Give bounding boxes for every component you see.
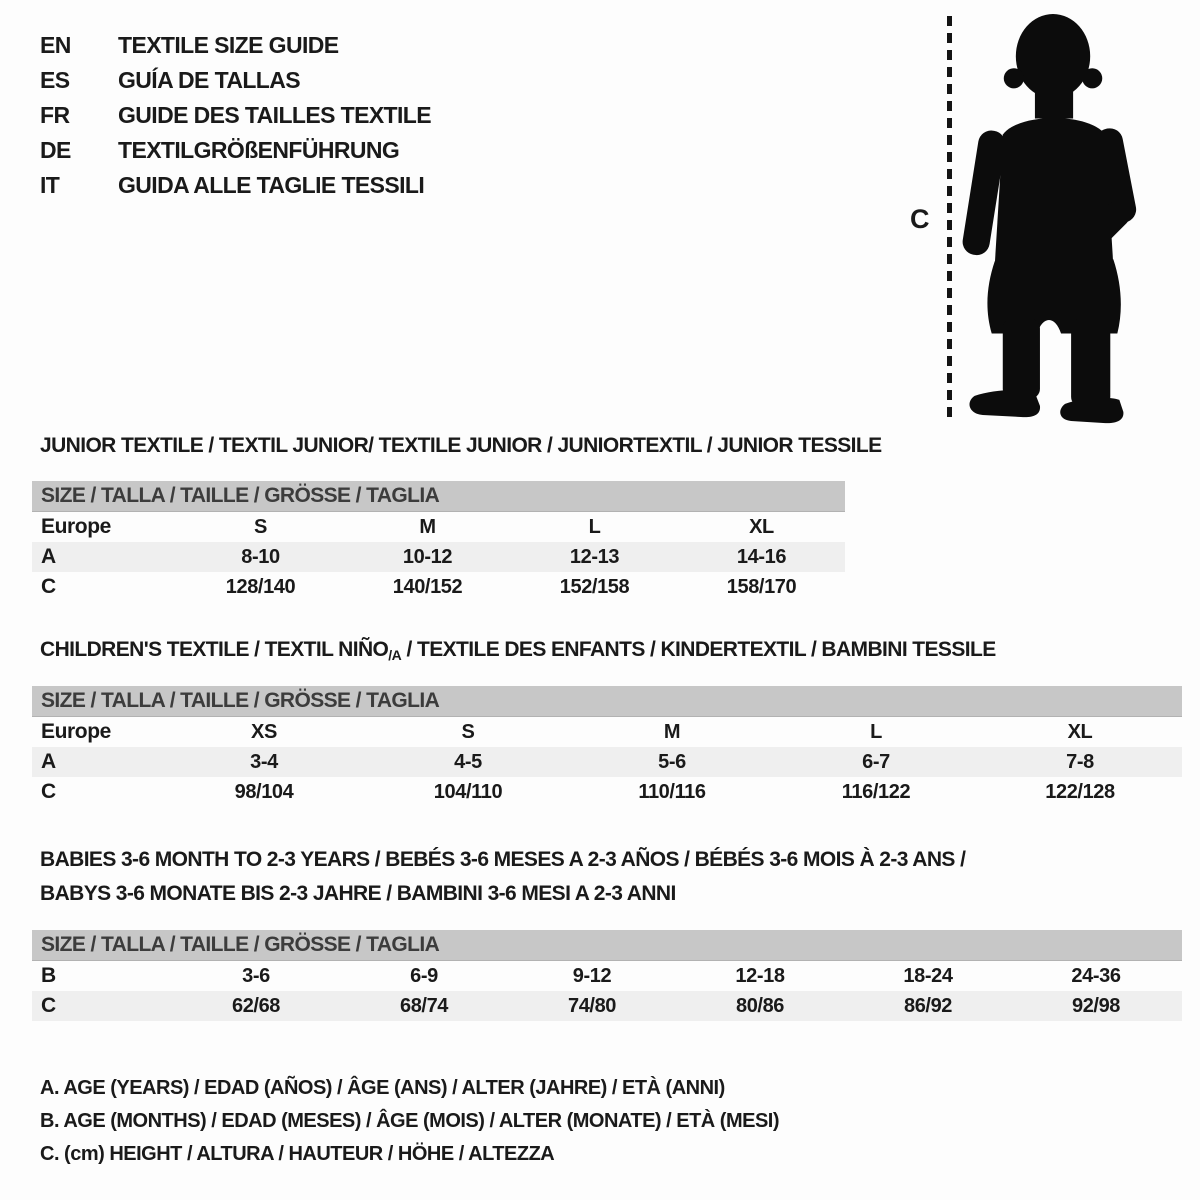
toddler-silhouette-image — [958, 12, 1142, 426]
junior-size-table — [32, 481, 845, 602]
table-row-age-years — [32, 542, 845, 572]
language-title: GUÍA DE TALLAS — [118, 67, 300, 93]
language-title: GUIDA ALLE TAGLIE TESSILI — [118, 172, 425, 198]
children-table-header: SIZE / TALLA / TAILLE / GRÖSSE / TAGLIA — [32, 686, 1182, 717]
language-title: TEXTILGRÖßENFÜHRUNG — [118, 137, 400, 163]
table-cell: 18-24 — [903, 964, 953, 987]
language-row-de — [40, 133, 431, 168]
language-title: GUIDE DES TAILLES TEXTILE — [118, 102, 431, 128]
table-cell: 128/140 — [225, 575, 296, 598]
language-code: EN — [40, 32, 71, 58]
table-cell: 7-8 — [1066, 750, 1094, 773]
table-cell: 158/170 — [726, 575, 797, 598]
table-cell: 4-5 — [454, 750, 482, 773]
table-cell: S — [254, 515, 267, 538]
row-label: C — [41, 575, 56, 598]
table-row-height — [32, 991, 1182, 1021]
table-cell: 6-9 — [410, 964, 438, 987]
row-label: C — [41, 780, 56, 803]
table-cell: L — [870, 720, 882, 743]
language-row-en — [40, 28, 431, 63]
children-title-prefix: CHILDREN'S TEXTILE / TEXTIL NIÑO — [40, 638, 389, 661]
table-cell: 10-12 — [402, 545, 453, 568]
table-cell: 5-6 — [658, 750, 686, 773]
table-cell: 68/74 — [399, 994, 449, 1017]
table-cell: 14-16 — [736, 545, 787, 568]
language-title: TEXTILE SIZE GUIDE — [118, 32, 339, 58]
row-label: A — [41, 750, 56, 773]
table-cell: 80/86 — [735, 994, 785, 1017]
table-cell: S — [461, 720, 475, 743]
table-cell: 98/104 — [234, 780, 294, 803]
table-row-height — [32, 572, 845, 602]
table-cell: XL — [749, 515, 774, 538]
table-cell: 3-4 — [250, 750, 278, 773]
legend — [40, 1072, 779, 1171]
row-label: A — [41, 545, 56, 568]
language-code: FR — [40, 102, 70, 128]
language-row-fr — [40, 98, 431, 133]
table-cell: 92/98 — [1071, 994, 1121, 1017]
table-cell: M — [419, 515, 436, 538]
table-cell: 9-12 — [572, 964, 612, 987]
row-label: Europe — [41, 720, 111, 743]
language-row-es — [40, 63, 431, 98]
babies-section-title-line1: BABIES 3-6 MONTH TO 2-3 YEARS / BEBÉS 3-6 MESES A 2-3 AÑOS / BÉBÉS 3-6 MOIS À 2-3 ANS / — [40, 848, 966, 871]
table-row-europe — [32, 717, 1182, 747]
table-cell: 12-18 — [735, 964, 785, 987]
table-cell: 86/92 — [903, 994, 953, 1017]
table-row-age-months — [32, 961, 1182, 991]
table-row-europe — [32, 512, 845, 542]
table-cell: 104/110 — [433, 780, 503, 803]
table-cell: 6-7 — [862, 750, 890, 773]
table-cell: 110/116 — [638, 780, 706, 803]
babies-section-title-line2: BABYS 3-6 MONATE BIS 2-3 JAHRE / BAMBINI 3-6 MESI A 2-3 ANNI — [40, 882, 676, 905]
table-cell: 8-10 — [241, 545, 280, 568]
table-row-height — [32, 777, 1182, 807]
height-measure-dashed-line — [947, 16, 952, 418]
junior-section-title: JUNIOR TEXTILE / TEXTIL JUNIOR/ TEXTILE JUNIOR / JUNIORTEXTIL / JUNIOR TESSILE — [40, 434, 882, 457]
table-cell: XL — [1067, 720, 1093, 743]
table-cell: 116/122 — [841, 780, 911, 803]
language-code: IT — [40, 172, 60, 198]
table-cell: M — [663, 720, 681, 743]
legend-line-b: B. AGE (MONTHS) / EDAD (MESES) / ÂGE (MOIS) / ALTER (MONATE) / ETÀ (MESI) — [40, 1110, 780, 1132]
table-cell: 122/128 — [1045, 780, 1115, 803]
legend-line-a: A. AGE (YEARS) / EDAD (AÑOS) / ÂGE (ANS) / ALTER (JAHRE) / ETÀ (ANNI) — [40, 1077, 725, 1099]
row-label: Europe — [41, 515, 111, 538]
table-cell: XS — [251, 720, 277, 743]
row-label: B — [41, 964, 56, 987]
table-cell: 74/80 — [567, 994, 617, 1017]
children-title-subscript: /A — [388, 647, 402, 663]
table-cell: 24-36 — [1071, 964, 1121, 987]
language-code: ES — [40, 67, 70, 93]
babies-size-table — [32, 930, 1182, 1021]
height-measure-label: C — [910, 204, 930, 234]
language-code: DE — [40, 137, 71, 163]
table-row-age-years — [32, 747, 1182, 777]
children-size-table — [32, 686, 1182, 807]
row-label: C — [41, 994, 56, 1017]
children-section-title — [40, 638, 996, 663]
table-cell: L — [588, 515, 601, 538]
babies-table-header: SIZE / TALLA / TAILLE / GRÖSSE / TAGLIA — [32, 930, 1182, 961]
children-title-suffix: / TEXTILE DES ENFANTS / KINDERTEXTIL / BAMBINI TESSILE — [401, 638, 996, 661]
legend-line-c: C. (cm) HEIGHT / ALTURA / HAUTEUR / HÖHE / ALTEZZA — [40, 1143, 555, 1165]
table-cell: 12-13 — [569, 545, 620, 568]
table-cell: 152/158 — [559, 575, 630, 598]
language-list — [40, 28, 431, 203]
table-cell: 3-6 — [242, 964, 270, 987]
junior-table-header: SIZE / TALLA / TAILLE / GRÖSSE / TAGLIA — [32, 481, 845, 512]
table-cell: 62/68 — [231, 994, 281, 1017]
language-row-it — [40, 168, 431, 203]
table-cell: 140/152 — [392, 575, 463, 598]
